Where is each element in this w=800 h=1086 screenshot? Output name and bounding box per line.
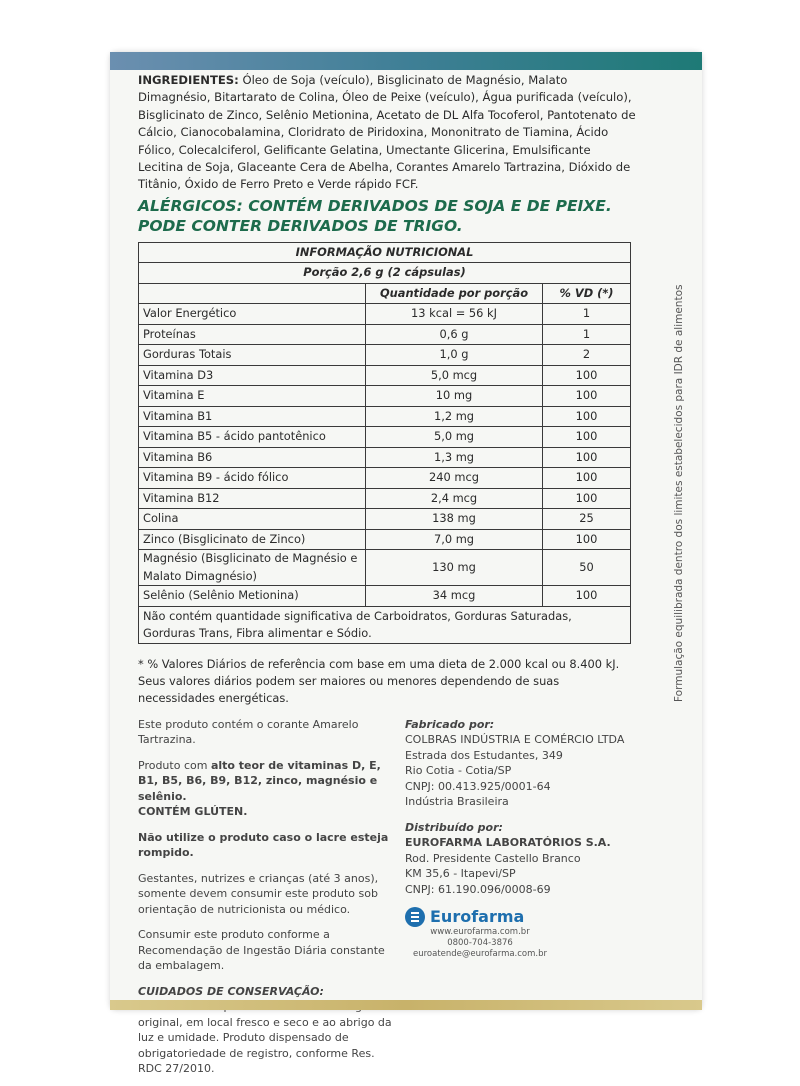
care-text: original, em local fresco e seco e ao abrigo da luz e umidade. Produto dispensado de obrigatoriedade de registro, conforme Res. RDC 27/2010.	[138, 1015, 392, 1076]
nutrition-row	[139, 468, 631, 489]
nutrition-rows	[139, 304, 631, 606]
distributor-line: KM 35,6 - Itapevi/SP	[405, 867, 516, 881]
nutrient-vd: 100	[543, 447, 631, 468]
nutrient-qty: 13 kcal = 56 kJ	[366, 304, 543, 325]
ingredients-label: INGREDIENTES:	[138, 73, 239, 87]
allergens-line-2: PODE CONTER DERIVADOS DE TRIGO.	[138, 216, 463, 235]
label-content	[138, 72, 638, 1077]
nutrition-row	[139, 406, 631, 427]
nutrient-vd: 100	[543, 586, 631, 607]
allergens-warning	[138, 196, 638, 236]
nutrition-title: INFORMAÇÃO NUTRICIONAL	[139, 242, 631, 263]
nutrient-name: Vitamina E	[139, 386, 366, 407]
distributor-line: CNPJ: 61.190.096/0008-69	[405, 882, 551, 896]
nutrient-name: Vitamina B6	[139, 447, 366, 468]
nutrition-row	[139, 304, 631, 325]
nutrition-header-blank	[139, 283, 366, 304]
nutrition-row	[139, 529, 631, 550]
distributor-company: EUROFARMA LABORATÓRIOS S.A.	[405, 836, 611, 850]
nutrition-portion: Porção 2,6 g (2 cápsulas)	[139, 263, 631, 284]
left-info-column	[138, 717, 405, 1077]
nutrient-name: Valor Energético	[139, 304, 366, 325]
nutrient-vd: 100	[543, 468, 631, 489]
nutrient-name: Colina	[139, 509, 366, 530]
distributor-line: Rod. Presidente Castello Branco	[405, 851, 581, 865]
nutrient-name: Vitamina B9 - ácido fólico	[139, 468, 366, 489]
nutrient-name: Gorduras Totais	[139, 345, 366, 366]
nutrient-qty: 1,0 g	[366, 345, 543, 366]
high-content-claim: Produto com alto teor de vitaminas D, E, B1, B5, B6, B9, B12, zinco, magnésio e selênio. CONTÉM GLÚTEN.	[138, 758, 381, 819]
nutrient-qty: 130 mg	[366, 550, 543, 586]
email-text: euroatende@eurofarma.com.br	[412, 949, 548, 960]
nutrition-footnote: Não contém quantidade significativa de Carboidratos, Gorduras Saturadas, Gorduras Trans, Fibra alimentar e Sódio.	[139, 606, 631, 643]
eurofarma-logo-text: Eurofarma	[430, 907, 525, 927]
manufacturer-line: Indústria Brasileira	[405, 795, 509, 809]
manufacturer-line: CNPJ: 00.413.925/0001-64	[405, 779, 551, 793]
nutrition-row	[139, 447, 631, 468]
eurofarma-logo	[405, 907, 635, 927]
nutrient-qty: 2,4 mcg	[366, 488, 543, 509]
top-color-band	[110, 52, 702, 70]
nutrient-vd: 100	[543, 386, 631, 407]
nutrient-qty: 1,2 mg	[366, 406, 543, 427]
vertical-side-note: Formulação equilibrada dentro dos limites estabelecidos para IDR de alimentos	[673, 284, 685, 702]
info-columns	[138, 717, 638, 1077]
nutrient-name: Vitamina B12	[139, 488, 366, 509]
nutrient-qty: 1,3 mg	[366, 447, 543, 468]
contact-block	[405, 927, 555, 960]
nutrient-name: Proteínas	[139, 324, 366, 345]
nutrition-row	[139, 427, 631, 448]
right-info-column	[405, 717, 635, 1077]
nutrient-qty: 5,0 mcg	[366, 365, 543, 386]
nutrition-row	[139, 365, 631, 386]
nutrient-qty: 7,0 mg	[366, 529, 543, 550]
nutrient-name: Zinco (Bisglicinato de Zinco)	[139, 529, 366, 550]
nutrient-vd: 100	[543, 406, 631, 427]
daily-values-note: * % Valores Diários de referência com base em uma dieta de 2.000 kcal ou 8.400 kJ. Seus valores diários podem ser maiores ou menores dependendo de suas necessidades energéticas.	[138, 656, 620, 705]
seal-warning: Não utilize o produto caso o lacre esteja rompido.	[138, 830, 389, 860]
nutrient-name: Magnésio (Bisglicinato de Magnésio e Malato Dimagnésio)	[139, 550, 366, 586]
allergens-line-1: ALÉRGICOS: CONTÉM DERIVADOS DE SOJA E DE PEIXE.	[138, 196, 612, 215]
eurofarma-logo-icon	[405, 907, 425, 927]
nutrient-vd: 100	[543, 427, 631, 448]
tartrazine-notice: Este produto contém o corante Amarelo Tartrazina.	[138, 717, 359, 747]
nutrient-qty: 10 mg	[366, 386, 543, 407]
distributor-title: Distribuído por:	[405, 820, 503, 834]
pregnancy-warning: Gestantes, nutrizes e crianças (até 3 anos), somente devem consumir este produto sob orientação de nutricionista ou médico.	[138, 871, 379, 916]
nutrition-row	[139, 324, 631, 345]
nutrition-header-qty: Quantidade por porção	[366, 283, 543, 304]
nutrient-qty: 240 mcg	[366, 468, 543, 489]
nutrient-vd: 50	[543, 550, 631, 586]
nutrition-row	[139, 550, 631, 586]
nutrient-qty: 0,6 g	[366, 324, 543, 345]
ingredients-text: Óleo de Soja (veículo), Bisglicinato de Magnésio, Malato Dimagnésio, Bitartarato de Colina, Óleo de Peixe (veículo), Água purificada (veículo), Bisglicinato de Zinco, Selênio Metionina, Acetato de DL Alfa Tocoferol, Pantotenato de Cálcio, Cianocobalamina, Cloridrato de Piridoxina, Mononitrato de Tiamina, Ácido Fólico, Colecalciferol, Gelificante Gelatina, Umectante Glicerina, Emulsificante Lecitina de Soja, Glaceante Cera de Abelha, Corantes Amarelo Tartrazina, Dióxido de Titânio, Óxido de Ferro Preto e Verde rápido FCF.	[138, 73, 636, 192]
manufacturer-title: Fabricado por:	[405, 717, 495, 731]
nutrient-name: Vitamina D3	[139, 365, 366, 386]
nutrition-header-vd: % VD (*)	[543, 283, 631, 304]
nutrition-table	[138, 242, 631, 644]
nutrient-vd: 1	[543, 304, 631, 325]
gluten-warning: CONTÉM GLÚTEN.	[138, 805, 248, 819]
nutrient-vd: 100	[543, 365, 631, 386]
nutrition-row	[139, 345, 631, 366]
consumption-instruction: Consumir este produto conforme a Recomendação de Ingestão Diária constante da embalagem.	[138, 928, 385, 973]
nutrient-vd: 100	[543, 529, 631, 550]
ingredients-block	[138, 72, 638, 194]
nutrient-vd: 1	[543, 324, 631, 345]
nutrient-vd: 2	[543, 345, 631, 366]
package-back-panel	[110, 52, 702, 1076]
nutrition-row	[139, 488, 631, 509]
manufacturer-line: COLBRAS INDÚSTRIA E COMÉRCIO LTDA	[405, 733, 625, 747]
nutrition-row	[139, 586, 631, 607]
manufacturer-line: Estrada dos Estudantes, 349	[405, 748, 563, 762]
nutrient-name: Selênio (Selênio Metionina)	[139, 586, 366, 607]
nutrient-qty: 5,0 mg	[366, 427, 543, 448]
bottom-color-band	[110, 1000, 702, 1010]
nutrient-name: Vitamina B1	[139, 406, 366, 427]
nutrient-vd: 100	[543, 488, 631, 509]
nutrition-row	[139, 509, 631, 530]
nutrient-qty: 34 mcg	[366, 586, 543, 607]
nutrition-row	[139, 386, 631, 407]
manufacturer-line: Rio Cotia - Cotia/SP	[405, 764, 512, 778]
website-text: www.eurofarma.com.br	[430, 927, 530, 938]
nutrient-qty: 138 mg	[366, 509, 543, 530]
care-title: CUIDADOS DE CONSERVAÇÃO:	[138, 984, 324, 998]
phone-text: 0800-704-3876	[447, 938, 513, 949]
nutrient-name: Vitamina B5 - ácido pantotênico	[139, 427, 366, 448]
nutrient-vd: 25	[543, 509, 631, 530]
